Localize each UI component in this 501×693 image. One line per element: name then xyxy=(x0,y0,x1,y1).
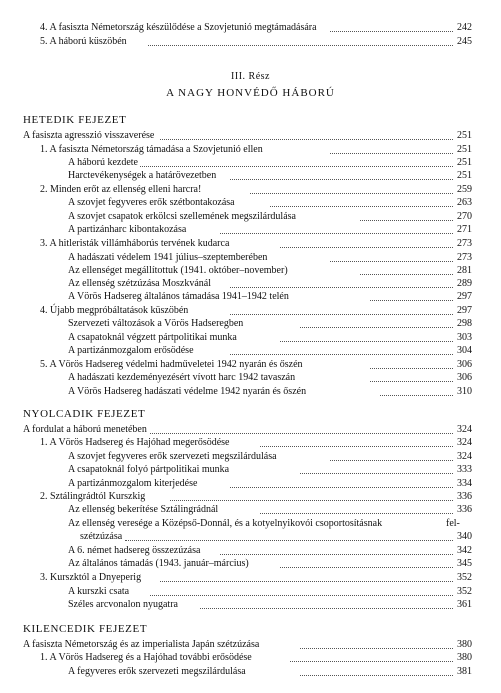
toc-entry-title: 3. Kurszktól a Dnyeperig xyxy=(40,572,142,583)
dot-leader xyxy=(170,500,453,501)
dot-leader xyxy=(370,381,453,382)
toc-entry[interactable] xyxy=(0,373,501,387)
dot-leader xyxy=(370,368,453,369)
toc-entry-title: A hadászati védelem 1941 július–szeptemberében xyxy=(68,252,268,263)
dot-leader xyxy=(370,300,453,301)
toc-entry-title: 4. Újabb megpróbáltatások küszöbén xyxy=(40,305,189,316)
toc-entry[interactable] xyxy=(0,346,501,360)
toc-entry-page: 340 xyxy=(457,531,472,542)
toc-entry-page: 273 xyxy=(457,238,472,249)
dot-leader xyxy=(230,487,453,488)
toc-entry-page: 336 xyxy=(457,491,472,502)
toc-entry-page: 298 xyxy=(457,318,472,329)
toc-entry-page: 263 xyxy=(457,197,472,208)
toc-entry-page: 297 xyxy=(457,305,472,316)
toc-entry-page: 251 xyxy=(457,130,472,141)
toc-entry-title: 4. A fasiszta Németország készülődése a Szovjetunió megtámadására xyxy=(40,22,317,33)
toc-entry-page: 270 xyxy=(457,211,472,222)
toc-entry-page: 324 xyxy=(457,451,472,462)
toc-entry-title: 2. Sztálingrádtól Kurszkig xyxy=(40,491,146,502)
toc-entry-title: Az ellenség bekerítése Sztálingrádnál xyxy=(68,504,219,515)
dot-leader xyxy=(230,287,453,288)
dot-leader xyxy=(150,595,453,596)
toc-entry[interactable] xyxy=(0,667,501,681)
dot-leader xyxy=(300,648,453,649)
chapter-heading: KILENCEDIK FEJEZET xyxy=(23,623,148,635)
toc-entry-title: A partizánharc kibontakozása xyxy=(68,224,187,235)
toc-entry-page: 271 xyxy=(457,224,472,235)
toc-entry[interactable] xyxy=(0,131,501,145)
dot-leader xyxy=(200,608,453,609)
dot-leader xyxy=(148,45,453,46)
dot-leader xyxy=(360,220,453,221)
dot-leader xyxy=(330,153,453,154)
toc-entry[interactable] xyxy=(0,319,501,333)
toc-entry-title: A fasiszta Németország és az imperialista Japán szétzúzása xyxy=(23,639,260,650)
dot-leader xyxy=(280,341,453,342)
toc-entry[interactable] xyxy=(0,465,501,479)
toc-entry-title: A csapatoknál végzett pártpolitikai munka xyxy=(68,332,237,343)
toc-entry-page: 251 xyxy=(457,144,472,155)
toc-entry-page: 242 xyxy=(457,22,472,33)
dot-leader xyxy=(220,233,453,234)
toc-entry-page: 310 xyxy=(457,386,472,397)
chapter-heading: HETEDIK FEJEZET xyxy=(23,114,127,126)
dot-leader xyxy=(330,460,453,461)
toc-entry-title: 1. A Vörös Hadsereg és Hajóhad megerősödése xyxy=(40,437,230,448)
toc-entry-title: A háború kezdete xyxy=(68,157,138,168)
dot-leader xyxy=(160,581,453,582)
toc-entry-title: A csapatoknál folyó pártpolitikai munka xyxy=(68,464,230,475)
toc-entry-page: 281 xyxy=(457,265,472,276)
toc-entry-page: 304 xyxy=(457,345,472,356)
toc-entry-title: Széles arcvonalon nyugatra xyxy=(68,599,178,610)
toc-entry-title: A Vörös Hadsereg általános támadása 1941–1942 telén xyxy=(68,291,289,302)
toc-entry-title: A fordulat a háború menetében xyxy=(23,424,147,435)
toc-entry-page: 251 xyxy=(457,157,472,168)
toc-entry-title: 5. A háború küszöbén xyxy=(40,36,127,47)
toc-entry-title: 5. A Vörös Hadsereg védelmi hadműveletei 1942 nyarán és őszén xyxy=(40,359,303,370)
toc-entry-title: Szervezeti változások a Vörös Hadseregben xyxy=(68,318,244,329)
toc-entry-title: A partizánmozgalom erősödése xyxy=(68,345,194,356)
toc-entry-title: Az ellenség szétzúzása Moszkvánál xyxy=(68,278,211,289)
dot-leader xyxy=(380,395,453,396)
toc-entry[interactable] xyxy=(0,559,501,573)
toc-entry-page: 303 xyxy=(457,332,472,343)
dot-leader xyxy=(280,567,453,568)
dot-leader xyxy=(270,206,453,207)
part-number: III. Rész xyxy=(231,71,270,82)
toc-entry[interactable] xyxy=(0,37,501,51)
toc-entry-title: A szovjet fegyveres erők szervezeti megszilárdulása xyxy=(68,451,277,462)
toc-entry-title: 1. A Vörös Hadsereg és a Hajóhad további erősödése xyxy=(40,652,252,663)
dot-leader xyxy=(300,473,453,474)
toc-entry-page: 336 xyxy=(457,504,472,515)
toc-entry-page: 324 xyxy=(457,424,472,435)
dot-leader xyxy=(330,261,453,262)
toc-entry-page: 259 xyxy=(457,184,472,195)
toc-entry-page: 342 xyxy=(457,545,472,556)
toc-entry-title-continuation: szétzúzása xyxy=(80,531,123,542)
toc-entry[interactable] xyxy=(0,438,501,452)
toc-entry-title: Harctevékenységek a határövezetben xyxy=(68,170,217,181)
toc-entry-page: 273 xyxy=(457,252,472,263)
toc-entry-page: 345 xyxy=(457,558,472,569)
toc-entry-page: 251 xyxy=(457,170,472,181)
dot-leader xyxy=(260,446,453,447)
toc-entry-page: 306 xyxy=(457,372,472,383)
dot-leader xyxy=(300,675,453,676)
toc-entry-title: A szovjet fegyveres erők szétbontakozása xyxy=(68,197,235,208)
toc-entry[interactable] xyxy=(0,519,501,533)
toc-entry-page: 352 xyxy=(457,586,472,597)
dot-leader xyxy=(300,327,453,328)
dot-leader xyxy=(330,31,453,32)
toc-entry-page: 380 xyxy=(457,639,472,650)
toc-entry-page: 306 xyxy=(457,359,472,370)
toc-entry-title: 1. A fasiszta Németország támadása a Szovjetunió ellen xyxy=(40,144,263,155)
toc-entry[interactable] xyxy=(0,387,501,401)
toc-entry-page: 352 xyxy=(457,572,472,583)
toc-entry[interactable] xyxy=(0,225,501,239)
toc-entry-title: A fegyveres erők szervezeti megszilárdulása xyxy=(68,666,246,677)
toc-entry-title: A fasiszta agresszió visszaverése xyxy=(23,130,155,141)
toc-entry[interactable] xyxy=(0,198,501,212)
toc-entry[interactable] xyxy=(0,653,501,667)
toc-entry-page: 333 xyxy=(457,464,472,475)
toc-entry-page: 245 xyxy=(457,36,472,47)
dot-leader xyxy=(260,513,453,514)
chapter-heading: NYOLCADIK FEJEZET xyxy=(23,408,146,420)
toc-entry-page: 361 xyxy=(457,599,472,610)
toc-entry-page: 334 xyxy=(457,478,472,489)
hyphenated-word-start: fel- xyxy=(446,518,460,529)
toc-entry[interactable] xyxy=(0,239,501,253)
toc-entry-title: Az ellenséget megállítottuk (1941. október–november) xyxy=(68,265,288,276)
dot-leader xyxy=(160,139,453,140)
dot-leader xyxy=(230,314,453,315)
toc-entry-title: 3. A hitleristák villámháborús tervének kudarca xyxy=(40,238,230,249)
dot-leader xyxy=(360,274,453,275)
toc-entry[interactable] xyxy=(0,171,501,185)
dot-leader xyxy=(150,433,453,434)
toc-entry[interactable] xyxy=(0,600,501,614)
toc-entry-page: 324 xyxy=(457,437,472,448)
toc-entry-title: A szovjet csapatok erkölcsi szellemének megszilárdulása xyxy=(68,211,296,222)
toc-entry-title: A hadászati kezdeményezésért vívott harc 1942 tavaszán xyxy=(68,372,296,383)
toc-entry-page: 289 xyxy=(457,278,472,289)
part-title: A NAGY HONVÉDŐ HÁBORÚ xyxy=(166,87,335,99)
toc-entry-page: 380 xyxy=(457,652,472,663)
dot-leader xyxy=(220,554,453,555)
dot-leader xyxy=(230,354,453,355)
toc-entry-title: Az ellenség veresége a Középső-Donnál, és a kotyelnyikovói csoportosításnak xyxy=(68,518,383,529)
dot-leader xyxy=(125,540,453,541)
toc-entry[interactable] xyxy=(0,505,501,519)
toc-entry-title: 2. Minden erőt az ellenség elleni harcra! xyxy=(40,184,202,195)
toc-entry[interactable] xyxy=(0,23,501,37)
toc-entry-title: A 6. német hadsereg összezúzása xyxy=(68,545,201,556)
toc-entry-title: A Vörös Hadsereg hadászati védelme 1942 nyarán és őszén xyxy=(68,386,307,397)
toc-entry-page: 297 xyxy=(457,291,472,302)
dot-leader xyxy=(280,247,453,248)
toc-entry-title: A kurszki csata xyxy=(68,586,130,597)
toc-entry[interactable] xyxy=(0,292,501,306)
dot-leader xyxy=(250,193,453,194)
dot-leader xyxy=(140,166,453,167)
toc-entry-title: Az általános támadás (1943. január–március) xyxy=(68,558,249,569)
dot-leader xyxy=(290,661,453,662)
toc-entry-title: A partizánmozgalom kiterjedése xyxy=(68,478,198,489)
dot-leader xyxy=(230,179,453,180)
toc-entry[interactable] xyxy=(0,573,501,587)
toc-entry-continuation[interactable] xyxy=(0,532,501,546)
toc-entry-page: 381 xyxy=(457,666,472,677)
